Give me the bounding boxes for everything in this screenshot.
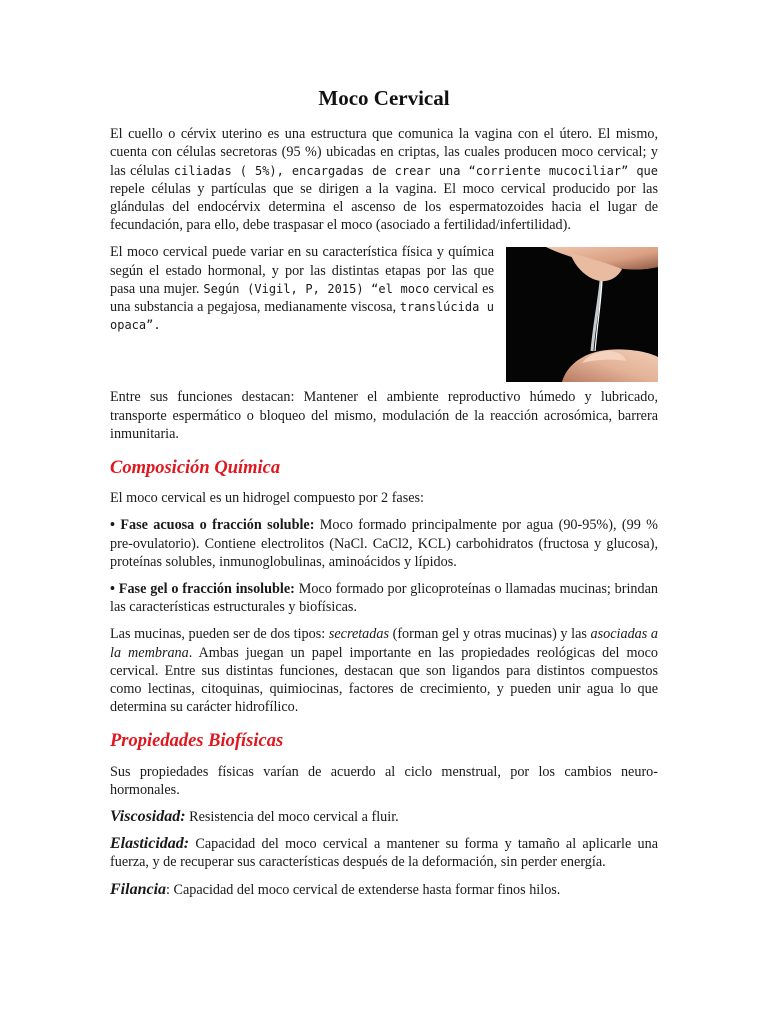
mucins-text-b: (forman gel y otras mucinas) y las [388, 626, 591, 643]
property-text-viscosidad: Resistencia del moco cervical a fluir. [185, 809, 399, 826]
cervical-mucus-stretch-photo-icon [506, 247, 658, 382]
intro-mono-text: ciliadas ( 5%), encargadas de crear una “corriente mucociliar” que [173, 163, 658, 178]
mucins-text-c: . Ambas juegan un papel importante en las propiedades reológicas del moco cervical. Entre sus distintas funciones, destacan que son ligandos para distintos compuestos como lectinas, citoquinas, quimiocinas, factores de crecimiento, y pueden unir agua lo que determina su carácter hidrofílico. [110, 644, 658, 716]
page-title: Moco Cervical [318, 86, 450, 110]
intro-text-rest: repele células y partículas que se dirigen a la vagina. El moco cervical producido por las glándulas del endocérvix determina el ascenso de los espermatozoides hacia el lugar de fecundación, para ello, debe traspasar el moco (asociado a fertilidad/infertilidad). [110, 180, 658, 234]
phase-insoluble-label: • Fase gel o fracción insoluble: [110, 581, 295, 598]
section-heading-propiedades: Propiedades Biofísicas [110, 731, 284, 752]
functions-paragraph: Entre sus funciones destacan: Mantener el ambiente reproductivo húmedo y lubricado, transporte espermático o bloqueo del mismo, modulación de la reacción acrosómica, barrera inmunitaria. [110, 389, 658, 442]
property-term-viscosidad: Viscosidad: [110, 808, 186, 826]
phase-insoluble-text: Moco formado por glicoproteínas o llamadas mucinas; brindan las características estructurales y biofísicas. [110, 581, 658, 616]
phase-insoluble [110, 580, 658, 616]
intro-text: El cuello o cérvix uterino es una estructura que comunica la vagina con el útero. El mismo, cuenta con células secretoras (95 %) ubicadas en criptas, las cuales producen moco cervical; y las células [110, 126, 658, 179]
section-heading-composicion: Composición Química [110, 458, 281, 479]
property-term-filancia: Filancia [110, 880, 167, 898]
intro-paragraph-1 [110, 125, 658, 234]
cervical-mucus-photo [506, 247, 658, 382]
phase-soluble-text: Moco formado principalmente por agua (90-95%), (99 % pre-ovulatorio). Contiene electrolitos (NaCl. CaCl2, KCL) carbohidratos (fructosa y glucosa), proteínas solubles, inmunoglobulinas, aminoácidos y lípidos. [110, 517, 658, 570]
intro-text-2: El moco cervical puede variar en su característica física y química según el estado hormonal, y por las distintas etapas por las que pasa una mujer. [110, 244, 494, 297]
property-text-elasticidad: Capacidad del moco cervical a mantener su forma y tamaño al aplicarle una fuerza, y de recuperar sus características después de la deformación, sin perder energía. [110, 836, 658, 871]
property-term-elasticidad: Elasticidad: [110, 835, 190, 853]
composition-lead: El moco cervical es un hidrogel compuesto por 2 fases: [110, 490, 425, 507]
phase-soluble [110, 516, 658, 571]
phase-soluble-label: • Fase acuosa o fracción soluble: [110, 517, 315, 534]
property-elasticidad [110, 835, 658, 871]
citation-text-end: translúcida u opaca”. [110, 300, 494, 333]
properties-lead: Sus propiedades físicas varían de acuerdo al ciclo menstrual, por los cambios neuro-hormonales. [110, 763, 658, 798]
property-viscosidad [110, 808, 658, 826]
property-text-filancia: : Capacidad del moco cervical de extenderse hasta formar finos hilos. [166, 881, 561, 898]
intro-text-2-mid: cervical es una substancia a pegajosa, medianamente viscosa, [110, 280, 494, 316]
mucins-term-secretadas: secretadas [328, 626, 389, 643]
property-filancia [110, 881, 658, 899]
mucins-text-a: Las mucinas, pueden ser de dos tipos: [110, 626, 329, 643]
mucins-paragraph [110, 625, 658, 716]
citation-text: Según (Vigil, P, 2015) “el moco [203, 281, 430, 296]
mucins-term-asociadas: asociadas a la membrana [110, 626, 658, 661]
